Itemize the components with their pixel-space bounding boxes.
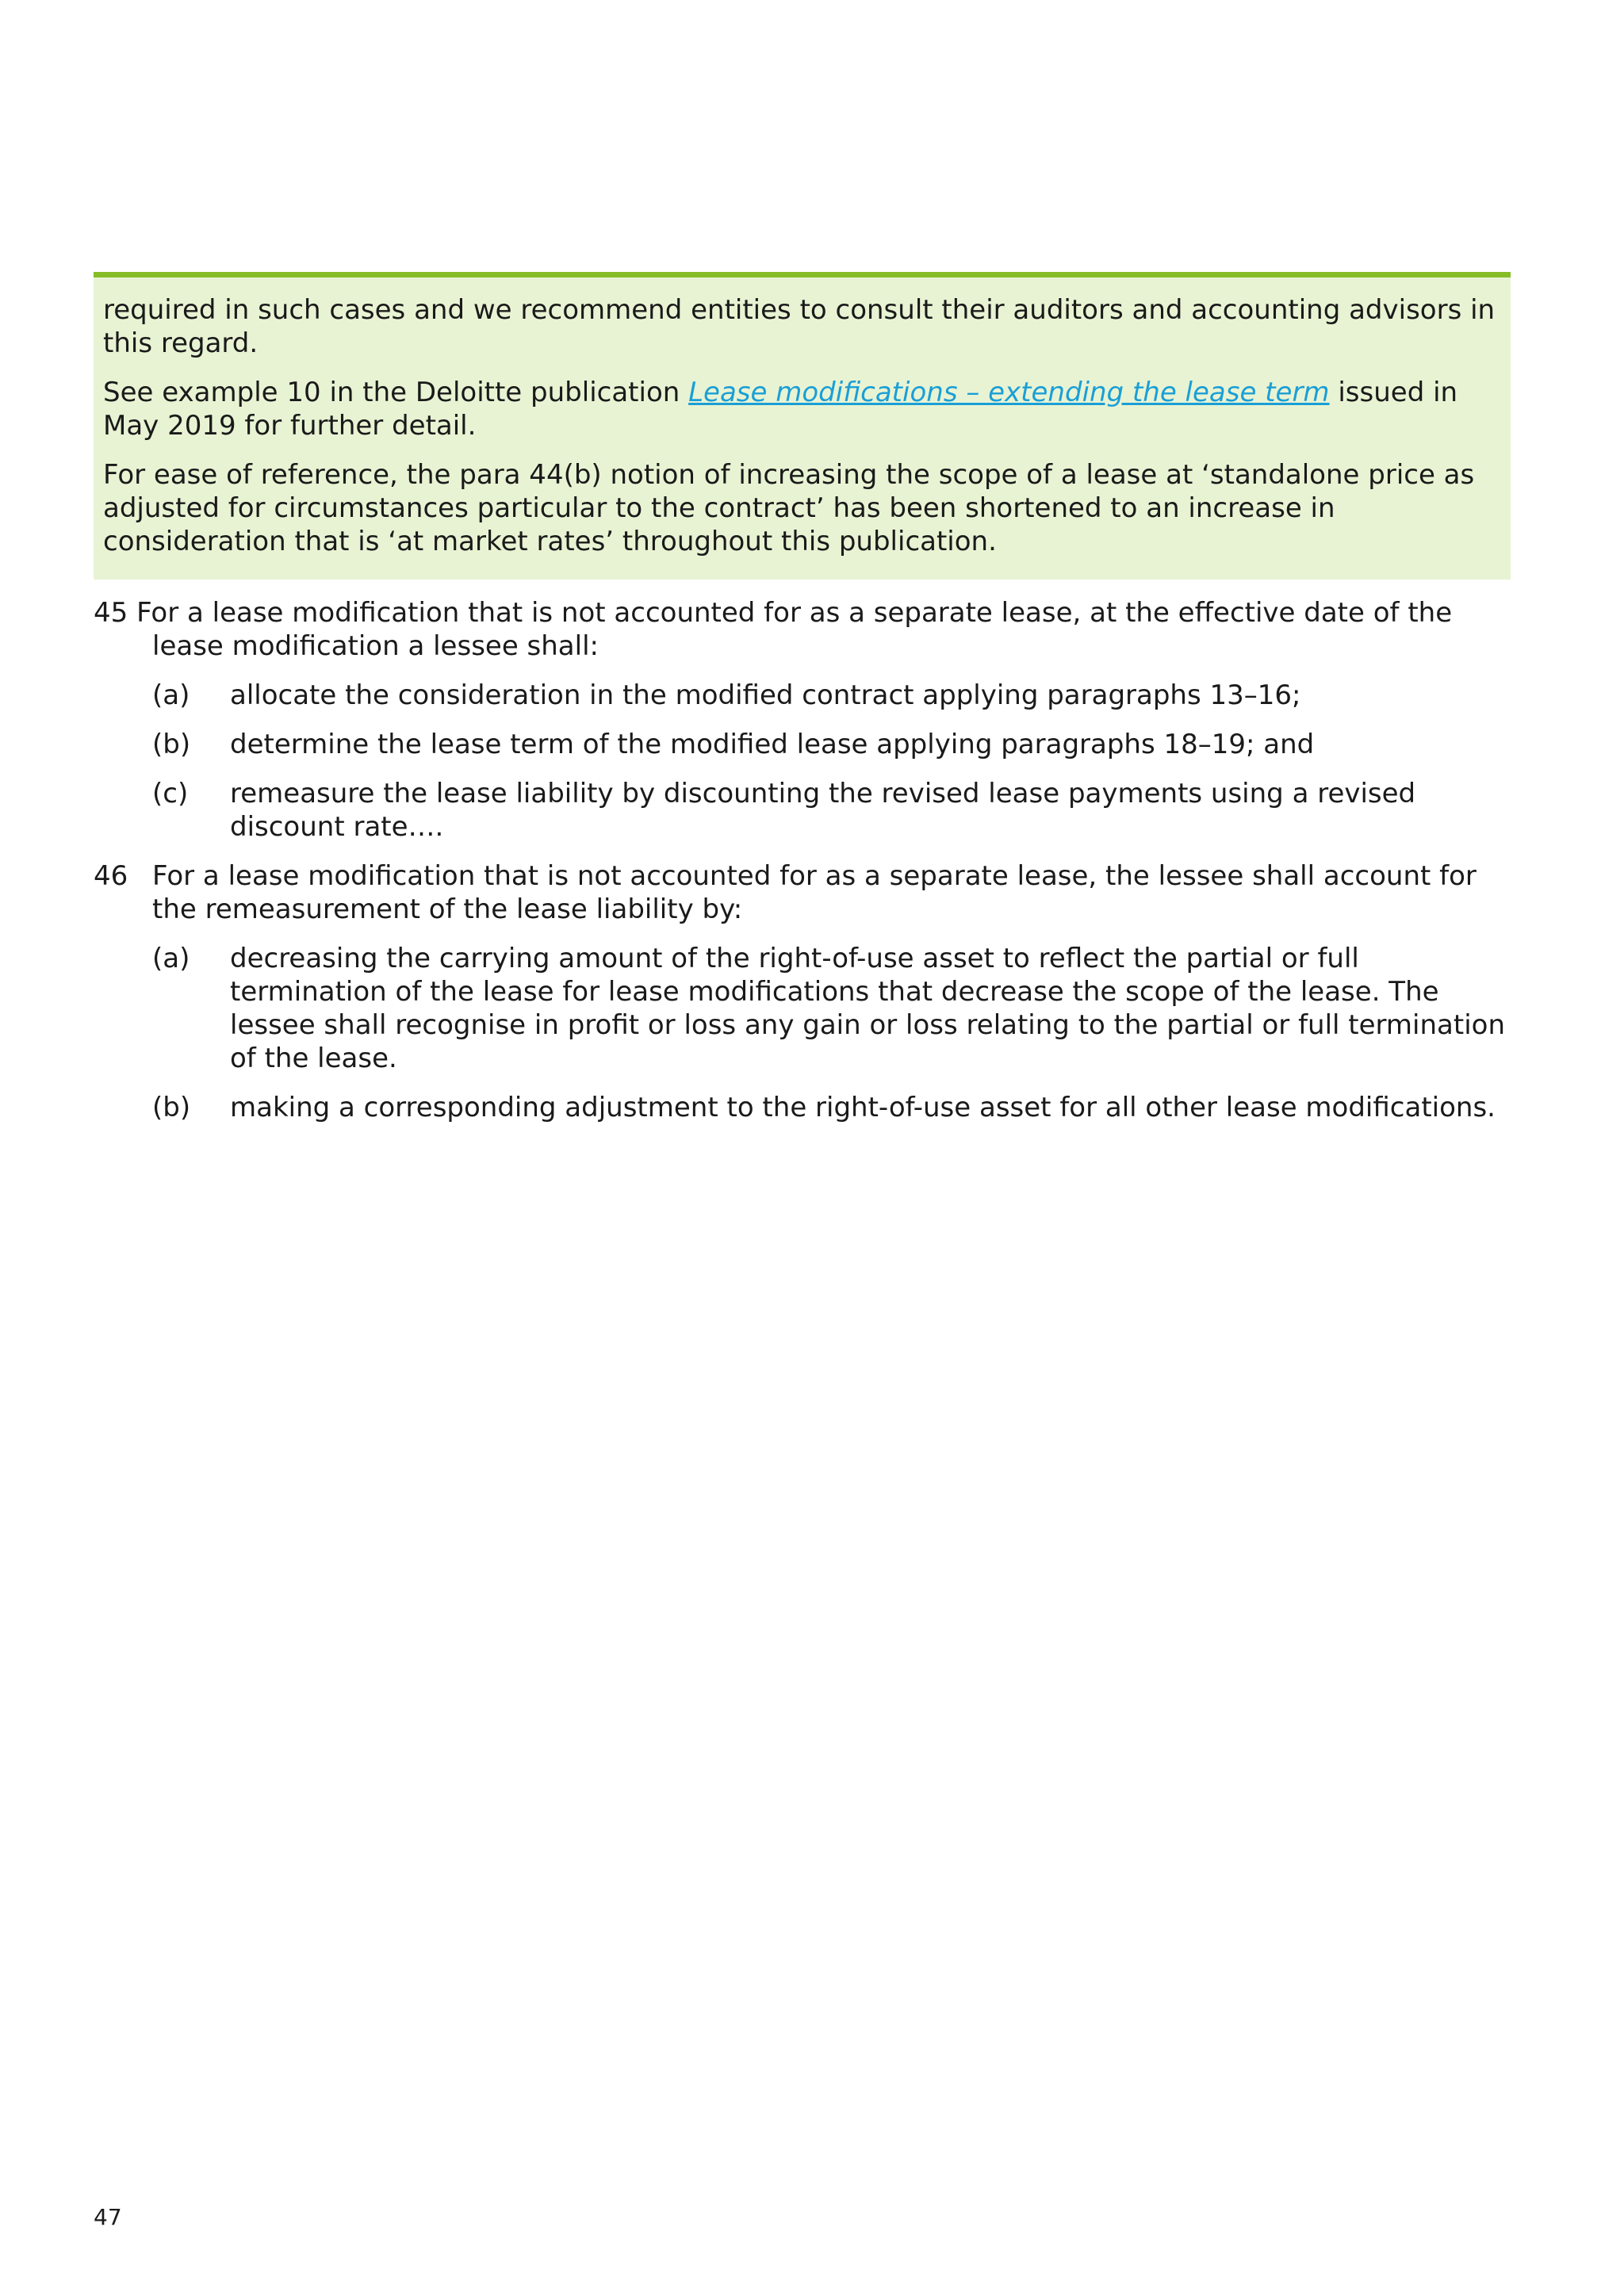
standard-text bbox=[94, 596, 1521, 1140]
callout-text-before-link: See example 10 in the Deloitte publication bbox=[103, 377, 689, 408]
paragraph-46-item-b bbox=[94, 1091, 1521, 1124]
callout-paragraph-2 bbox=[103, 376, 1501, 442]
paragraph-number: 46 bbox=[94, 860, 128, 892]
item-text: making a corresponding adjustment to the right-of-use asset for all other lease modifications. bbox=[230, 1092, 1496, 1123]
paragraph-45-item-a bbox=[94, 679, 1521, 712]
paragraph-45-item-c bbox=[94, 777, 1521, 844]
page-number: 47 bbox=[94, 2204, 122, 2230]
callout-paragraph-1: required in such cases and we recommend entities to consult their auditors and accounting advisors in this regard. bbox=[103, 294, 1496, 359]
callout-box bbox=[94, 272, 1511, 580]
paragraph-45-item-b bbox=[94, 728, 1521, 761]
item-label: (a) bbox=[152, 943, 190, 974]
paragraph-45: 45 For a lease modification that is not accounted for as a separate lease, at the effective date of the lease modification a lessee shall: bbox=[94, 597, 1453, 662]
paragraph-46 bbox=[94, 859, 1521, 926]
paragraph-46-item-a bbox=[94, 942, 1521, 1075]
paragraph-text: For a lease modification that is not accounted for as a separate lease, the lessee shall account for the remeasurement of the lease liability by: bbox=[152, 860, 1477, 925]
item-text: decreasing the carrying amount of the right-of-use asset to reflect the partial or full termination of the lease for lease modifications that decrease the scope of the lease. The lessee shall recognise in profit or loss any gain or loss relating to the partial or full termination of the lease. bbox=[230, 943, 1506, 1074]
item-label: (a) bbox=[152, 679, 190, 711]
item-label: (c) bbox=[152, 778, 189, 809]
item-text: determine the lease term of the modified lease applying paragraphs 18–19; and bbox=[230, 729, 1315, 760]
callout-paragraph-3: For ease of reference, the para 44(b) notion of increasing the scope of a lease at ‘standalone price as adjusted for circumstances particular to the contract’ has been shortened to an increase in consideration that is ‘at market rates’ throughout this publication. bbox=[103, 459, 1475, 557]
item-text: allocate the consideration in the modified contract applying paragraphs 13–16; bbox=[230, 679, 1301, 711]
item-text: remeasure the lease liability by discounting the revised lease payments using a revised discount rate…. bbox=[230, 778, 1416, 843]
callout-text-after-link: issued in May 2019 for further detail. bbox=[103, 377, 1458, 442]
item-label: (b) bbox=[152, 1092, 191, 1123]
publication-link[interactable]: Lease modifications – extending the lease term bbox=[688, 377, 1330, 408]
item-label: (b) bbox=[152, 729, 191, 760]
